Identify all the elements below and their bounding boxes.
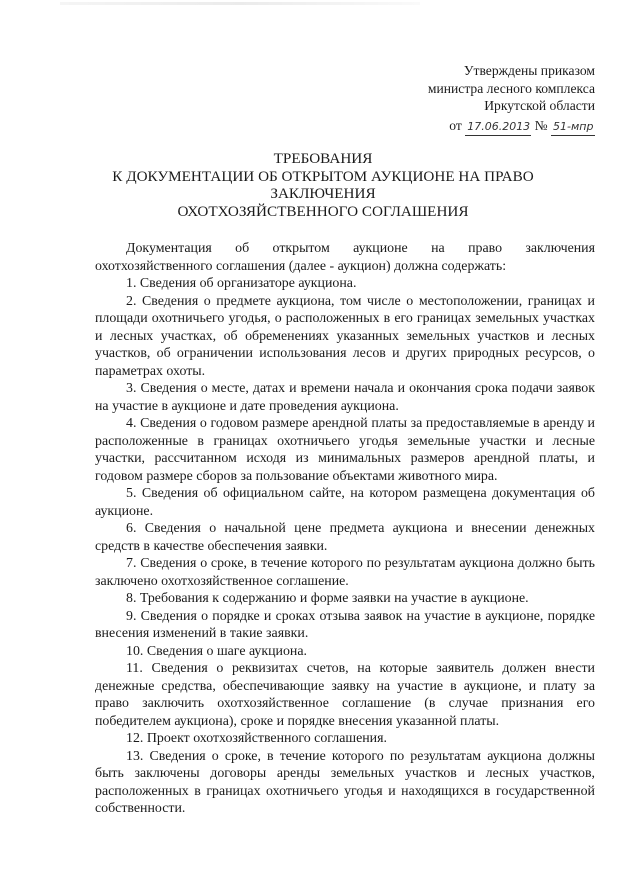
title-line-1: ТРЕБОВАНИЯ [273,150,373,167]
approval-line-1: Утверждены приказом [463,63,595,78]
list-item: 7. Сведения о сроке, в течение которого по результатам аукциона должно быть заключено охотхозяйственное соглашение. [95,556,595,589]
intro-paragraph: Документация об открытом аукционе на право заключения охотхозяйственного соглашения (далее - аукцион) должна содержать: [95,241,595,274]
list-item: 3. Сведения о месте, датах и времени начала и окончания срока подачи заявок на участие в аукционе и дате проведения аукциона. [95,381,595,414]
list-item: 12. Проект охотхозяйственного соглашения. [126,731,387,746]
scan-artifact [60,2,420,5]
approval-block [375,62,595,136]
list-item: 11. Сведения о реквизитах счетов, на которые заявитель должен внести денежные средства, обеспечивающие заявку на участие в аукционе, и плату за право заключить охотхозяйственное соглашение (в случае признания его победителем аукциона), сроке и порядке внесения указанной платы. [95,661,595,729]
list-item: 13. Сведения о сроке, в течение которого по результатам аукциона должны быть заключены договоры аренды земельных участков и лесных участков, расположенных в границах охотничьего угодья и находящихся в государственной собственности. [95,748,595,816]
list-item: 9. Сведения о порядке и сроках отзыва заявок на участие в аукционе, порядке внесения изменений в такие заявки. [95,608,595,641]
list-item: 4. Сведения о годовом размере арендной платы за предоставляемые в аренду и расположенные в границах охотничьего угодья земельные участки и лесные участки, рассчитанном исходя из минимальных размеров арендной платы, и годовом размере сборов за пользование объектами животного мира. [95,416,595,484]
list-item: 1. Сведения об организаторе аукциона. [126,276,357,291]
title-line-4: ОХОТХОЗЯЙСТВЕННОГО СОГЛАШЕНИЯ [177,202,469,220]
approval-line-2: министра лесного комплекса [427,80,595,96]
list-item: 10. Сведения о шаге аукциона. [126,643,307,659]
document-title [88,150,558,220]
list-item: 8. Требования к содержанию и форме заявки на участие в аукционе. [126,591,529,606]
approval-line-3: Иркутской области [484,98,595,113]
list-item: 6. Сведения о начальной цене предмета аукциона и внесении денежных средств в качестве обеспечения заявки. [95,521,595,554]
list-item: 5. Сведения об официальном сайте, на котором размещена документация об аукционе. [95,486,595,519]
title-line-3: ЗАКЛЮЧЕНИЯ [270,185,376,203]
date-prefix: от [449,117,462,133]
title-line-2: К ДОКУМЕНТАЦИИ ОБ ОТКРЫТОМ АУКЦИОНЕ НА ПРАВО [112,167,534,185]
handwritten-date: 17.06.2013 [465,118,531,137]
handwritten-number: 51-мпр [551,118,595,137]
number-sign: № [534,117,548,133]
document-body [95,240,595,818]
list-item: 2. Сведения о предмете аукциона, том числе о местоположении, границах и площади охотничьего угодья, о расположенных в его границах земельных участках и лесных участках, об обременениях указанных земельных участков и лесных участков, об ограничении использования лесов и других природных ресурсов, о параметрах охоты. [95,293,595,379]
approval-date-line [375,117,595,137]
